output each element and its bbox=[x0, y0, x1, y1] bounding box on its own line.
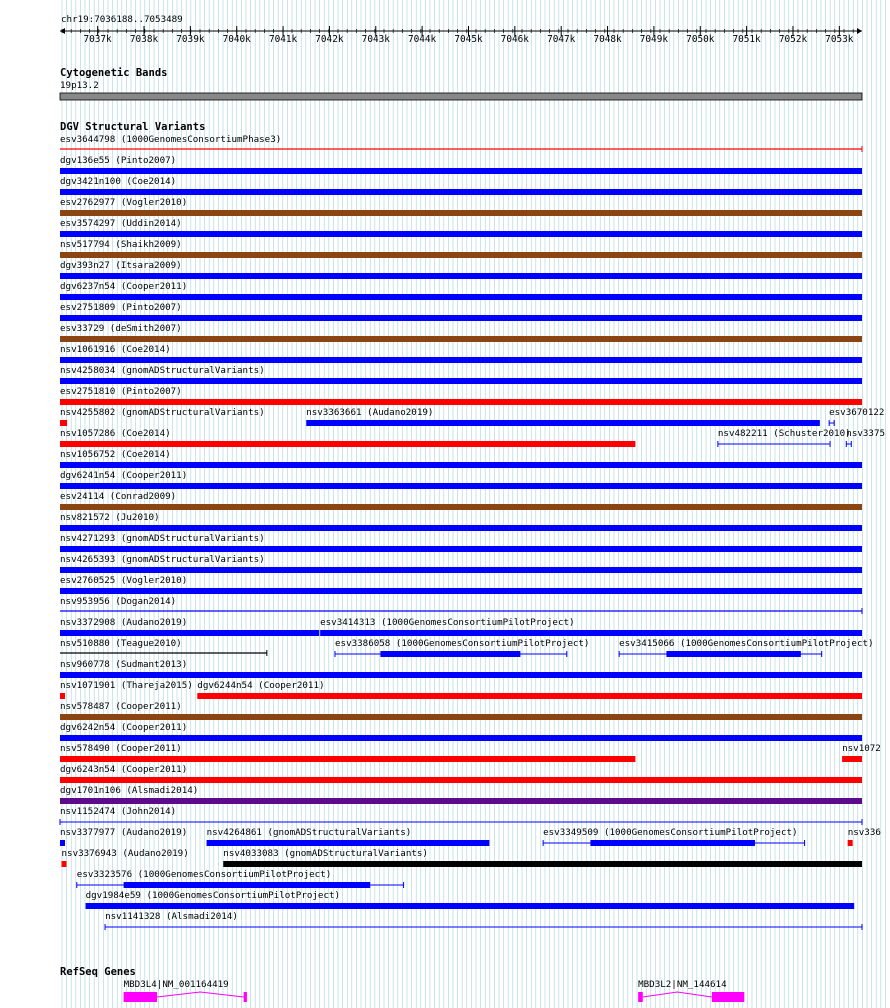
sv-bar bbox=[60, 210, 862, 216]
ruler-tick-label: 7037k bbox=[83, 34, 112, 45]
gene-intron bbox=[157, 992, 244, 997]
sv-feature[interactable] bbox=[207, 840, 490, 846]
gene-model[interactable] bbox=[638, 992, 744, 1002]
sv-feature-label[interactable]: nsv960778 (Sudmant2013) bbox=[60, 659, 188, 670]
sv-feature[interactable] bbox=[60, 504, 862, 510]
sv-feature[interactable] bbox=[86, 903, 855, 909]
cytoband-label: 19p13.2 bbox=[60, 80, 99, 91]
sv-feature[interactable] bbox=[60, 399, 862, 405]
sv-core-bar bbox=[124, 882, 371, 888]
sv-feature-label[interactable]: dgv1984e59 (1000GenomesConsortiumPilotProject) bbox=[85, 890, 341, 901]
sv-bar bbox=[60, 840, 65, 846]
sv-feature[interactable] bbox=[60, 441, 635, 447]
sv-feature-label[interactable]: dgv3421n100 (Coe2014) bbox=[60, 176, 177, 187]
gene-model[interactable] bbox=[124, 992, 247, 1002]
sv-core-bar bbox=[380, 651, 520, 657]
ruler-tick-label: 7041k bbox=[268, 34, 298, 45]
gene-exon bbox=[244, 992, 247, 1002]
sv-feature-label[interactable]: esv2751809 (Pinto2007) bbox=[60, 302, 182, 313]
sv-bar bbox=[60, 168, 862, 174]
sv-feature-label[interactable]: nsv3376943 (Audano2019) bbox=[61, 848, 189, 859]
sv-bar bbox=[60, 777, 862, 783]
sv-bar bbox=[207, 840, 490, 846]
sv-feature[interactable] bbox=[60, 525, 862, 531]
sv-feature[interactable] bbox=[60, 714, 862, 720]
ruler-tick-label: 7053k bbox=[825, 34, 854, 45]
sv-feature-label[interactable]: nsv821572 (Ju2010) bbox=[60, 512, 160, 523]
sv-feature[interactable] bbox=[61, 861, 66, 867]
sv-bar bbox=[60, 441, 635, 447]
sv-feature-label[interactable]: nsv510880 (Teague2010) bbox=[60, 638, 182, 649]
sv-feature-label[interactable]: esv3644798 (1000GenomesConsortiumPhase3) bbox=[60, 134, 282, 145]
sv-bar bbox=[60, 798, 862, 804]
sv-feature[interactable] bbox=[543, 840, 804, 846]
sv-feature-label[interactable]: nsv482211 (Schuster2010) bbox=[717, 428, 851, 439]
sv-feature-label[interactable]: esv3386058 (1000GenomesConsortiumPilotProject) bbox=[335, 638, 590, 649]
ruler-tick-label: 7045k bbox=[454, 34, 483, 45]
sv-bar bbox=[60, 630, 319, 636]
sv-bar bbox=[60, 399, 862, 405]
sv-bar bbox=[60, 756, 635, 762]
sv-feature[interactable] bbox=[619, 651, 822, 657]
sv-feature-label[interactable]: esv33729 (deSmith2007) bbox=[60, 323, 182, 334]
sv-feature-label[interactable]: nsv4271293 (gnomADStructuralVariants) bbox=[60, 533, 265, 544]
sv-feature[interactable] bbox=[718, 441, 830, 447]
ruler-left-arrow bbox=[60, 28, 65, 34]
sv-bar bbox=[60, 483, 862, 489]
sv-feature-label[interactable]: esv2760525 (Vogler2010) bbox=[60, 575, 188, 586]
sv-feature-label[interactable]: nsv4255802 (gnomADStructuralVariants) bbox=[60, 407, 265, 418]
sv-feature-label[interactable]: nsv578487 (Cooper2011) bbox=[60, 701, 182, 712]
sv-bar bbox=[60, 546, 862, 552]
sv-feature[interactable] bbox=[223, 861, 862, 867]
sv-feature-label[interactable]: dgv136e55 (Pinto2007) bbox=[60, 155, 177, 166]
sv-feature[interactable] bbox=[60, 546, 862, 552]
sv-feature-label[interactable]: nsv953956 (Dogan2014) bbox=[60, 596, 177, 607]
sv-bar bbox=[60, 252, 862, 258]
sv-feature-label[interactable]: nsv1056752 (Coe2014) bbox=[60, 449, 171, 460]
sv-bar bbox=[306, 420, 820, 426]
sv-feature-label[interactable]: nsv4258034 (gnomADStructuralVariants) bbox=[60, 365, 265, 376]
sv-feature[interactable] bbox=[197, 693, 862, 699]
sv-feature-label[interactable]: esv24114 (Conrad2009) bbox=[60, 491, 177, 502]
sv-feature[interactable] bbox=[60, 210, 862, 216]
sv-feature-label[interactable]: esv2751810 (Pinto2007) bbox=[60, 386, 182, 397]
sv-core-bar bbox=[666, 651, 800, 657]
sv-feature-label[interactable]: dgv6243n54 (Cooper2011) bbox=[60, 764, 188, 775]
sv-bar bbox=[60, 336, 862, 342]
ruler-tick-label: 7044k bbox=[407, 34, 437, 45]
sv-feature-label[interactable]: nsv1061916 (Coe2014) bbox=[60, 344, 171, 355]
sv-feature[interactable] bbox=[60, 840, 65, 846]
sv-bar bbox=[60, 567, 862, 573]
ruler-tick-label: 7052k bbox=[778, 34, 808, 45]
sv-feature-label[interactable]: nsv4264861 (gnomADStructuralVariants) bbox=[206, 827, 412, 838]
ruler-right-arrow bbox=[857, 28, 862, 34]
cytoband-track bbox=[60, 93, 862, 100]
sv-bar bbox=[60, 273, 862, 279]
ruler-tick-label: 7047k bbox=[547, 34, 576, 45]
sv-feature-label[interactable]: nsv3372908 (Audano2019) bbox=[60, 617, 188, 628]
ruler-tick-label: 7048k bbox=[593, 34, 622, 45]
sv-bar bbox=[842, 756, 862, 762]
sv-feature[interactable] bbox=[60, 588, 862, 594]
sv-feature-label[interactable]: nsv3363661 (Audano2019) bbox=[306, 407, 434, 418]
sv-feature[interactable] bbox=[60, 672, 862, 678]
cytoband-bar[interactable] bbox=[60, 93, 862, 100]
sv-feature[interactable] bbox=[60, 798, 862, 804]
ruler-tick-label: 7046k bbox=[500, 34, 529, 45]
sv-bar bbox=[197, 693, 862, 699]
sv-bar bbox=[848, 840, 853, 846]
sv-feature[interactable] bbox=[60, 378, 862, 384]
sv-feature[interactable] bbox=[306, 420, 820, 426]
sv-feature[interactable] bbox=[60, 294, 862, 300]
sv-feature[interactable] bbox=[60, 462, 862, 468]
sv-feature-label[interactable]: esv3574297 (Uddin2014) bbox=[60, 218, 182, 229]
sv-feature[interactable] bbox=[60, 777, 862, 783]
sv-feature-label[interactable]: esv3670122 bbox=[829, 407, 885, 418]
sv-bar bbox=[60, 714, 862, 720]
sv-feature-label[interactable]: nsv3375 bbox=[846, 428, 886, 439]
sv-bar bbox=[60, 672, 862, 678]
sv-feature-label[interactable]: esv3323576 (1000GenomesConsortiumPilotProject) bbox=[76, 869, 332, 880]
sv-feature[interactable] bbox=[60, 483, 862, 489]
sv-feature[interactable] bbox=[60, 756, 635, 762]
sv-feature[interactable] bbox=[60, 146, 862, 152]
sv-bar bbox=[60, 588, 862, 594]
gene-exon bbox=[712, 992, 744, 1002]
sv-core-bar bbox=[339, 630, 862, 636]
sv-feature-label[interactable]: esv3349509 (1000GenomesConsortiumPilotProject) bbox=[543, 827, 798, 838]
sv-bar bbox=[86, 903, 855, 909]
sv-feature[interactable] bbox=[848, 840, 853, 846]
sv-feature[interactable] bbox=[60, 168, 862, 174]
sv-feature-label[interactable]: esv3414313 (1000GenomesConsortiumPilotProject) bbox=[320, 617, 575, 628]
sv-feature[interactable] bbox=[60, 336, 862, 342]
sv-feature-label[interactable]: nsv1152474 (John2014) bbox=[60, 806, 177, 817]
sv-bar bbox=[60, 378, 862, 384]
cytoband-track-title: Cytogenetic Bands bbox=[60, 67, 168, 79]
sv-feature-label[interactable]: nsv1071901 (Thareja2015) bbox=[60, 680, 193, 691]
sv-feature[interactable] bbox=[60, 567, 862, 573]
sv-feature-label[interactable]: nsv1141328 (Alsmadi2014) bbox=[105, 911, 238, 922]
sv-feature[interactable] bbox=[60, 630, 319, 636]
ruler-tick-label: 7050k bbox=[686, 34, 715, 45]
sv-bar bbox=[60, 525, 862, 531]
sv-feature-label[interactable]: dgv393n27 (Itsara2009) bbox=[60, 260, 182, 271]
sv-feature-label[interactable]: nsv578490 (Cooper2011) bbox=[60, 743, 182, 754]
gene-exon bbox=[638, 992, 643, 1002]
sv-feature[interactable] bbox=[60, 252, 862, 258]
sv-feature-label[interactable]: dgv6241n54 (Cooper2011) bbox=[60, 470, 188, 481]
sv-feature-label[interactable]: nsv4033083 (gnomADStructuralVariants) bbox=[223, 848, 428, 859]
ruler-tick-label: 7049k bbox=[639, 34, 669, 45]
sv-core-bar bbox=[590, 840, 755, 846]
sv-feature-label[interactable]: nsv1057286 (Coe2014) bbox=[60, 428, 171, 439]
sv-bar bbox=[60, 315, 862, 321]
sv-feature-label[interactable]: esv3415066 (1000GenomesConsortiumPilotProject) bbox=[619, 638, 874, 649]
sv-feature[interactable] bbox=[60, 357, 862, 363]
sv-feature[interactable] bbox=[60, 735, 862, 741]
sv-feature[interactable] bbox=[829, 420, 834, 426]
sv-feature-label[interactable]: nsv517794 (Shaikh2009) bbox=[60, 239, 182, 250]
ruler-tick-label: 7039k bbox=[176, 34, 205, 45]
sv-bar bbox=[60, 231, 862, 237]
sv-feature[interactable] bbox=[60, 420, 67, 426]
ruler-tick-label: 7042k bbox=[315, 34, 344, 45]
sv-feature[interactable] bbox=[60, 273, 862, 279]
sv-feature-label[interactable]: nsv4265393 (gnomADStructuralVariants) bbox=[60, 554, 265, 565]
gene-exon bbox=[124, 992, 157, 1002]
sv-bar bbox=[60, 189, 862, 195]
gene-label[interactable]: MBD3L2|NM_144614 bbox=[638, 979, 727, 990]
sv-feature[interactable] bbox=[60, 315, 862, 321]
sv-feature-label[interactable]: dgv6237n54 (Cooper2011) bbox=[60, 281, 188, 292]
sv-feature-label[interactable]: esv2762977 (Vogler2010) bbox=[60, 197, 188, 208]
sv-feature[interactable] bbox=[60, 608, 862, 614]
sv-bar bbox=[60, 462, 862, 468]
sv-feature[interactable] bbox=[77, 882, 404, 888]
refseq-track bbox=[124, 992, 745, 1002]
sv-feature-label[interactable]: nsv336 bbox=[847, 827, 881, 838]
ruler-tick-label: 7051k bbox=[732, 34, 761, 45]
sv-feature-label[interactable]: nsv3377977 (Audano2019) bbox=[60, 827, 188, 838]
sv-feature[interactable] bbox=[60, 819, 862, 825]
gene-label[interactable]: MBD3L4|NM_001164419 bbox=[123, 979, 229, 990]
sv-bar bbox=[60, 693, 65, 699]
sv-feature[interactable] bbox=[60, 231, 862, 237]
sv-feature[interactable] bbox=[320, 630, 862, 636]
dgv-track-title: DGV Structural Variants bbox=[60, 121, 206, 133]
sv-feature[interactable] bbox=[842, 756, 862, 762]
ruler-tick-label: 7038k bbox=[129, 34, 159, 45]
sv-feature-label[interactable]: nsv1072 bbox=[842, 743, 881, 754]
sv-feature-label[interactable]: dgv6242n54 (Cooper2011) bbox=[60, 722, 188, 733]
sv-bar bbox=[60, 735, 862, 741]
ruler-tick-label: 7043k bbox=[361, 34, 390, 45]
sv-feature[interactable] bbox=[335, 651, 567, 657]
sv-bar bbox=[223, 861, 862, 867]
sv-bar bbox=[61, 861, 66, 867]
sv-feature-label[interactable]: dgv6244n54 (Cooper2011) bbox=[197, 680, 325, 691]
sv-bar bbox=[60, 294, 862, 300]
ruler-range-label: chr19:7036188..7053489 bbox=[61, 14, 183, 25]
sv-bar bbox=[60, 357, 862, 363]
sv-feature[interactable] bbox=[60, 693, 65, 699]
sv-bar bbox=[60, 420, 67, 426]
ruler-tick-label: 7040k bbox=[222, 34, 251, 45]
sv-feature-label[interactable]: dgv1701n106 (Alsmadi2014) bbox=[60, 785, 199, 796]
sv-bar bbox=[60, 504, 862, 510]
refseq-track-title: RefSeq Genes bbox=[60, 966, 136, 978]
sv-feature[interactable] bbox=[60, 189, 862, 195]
